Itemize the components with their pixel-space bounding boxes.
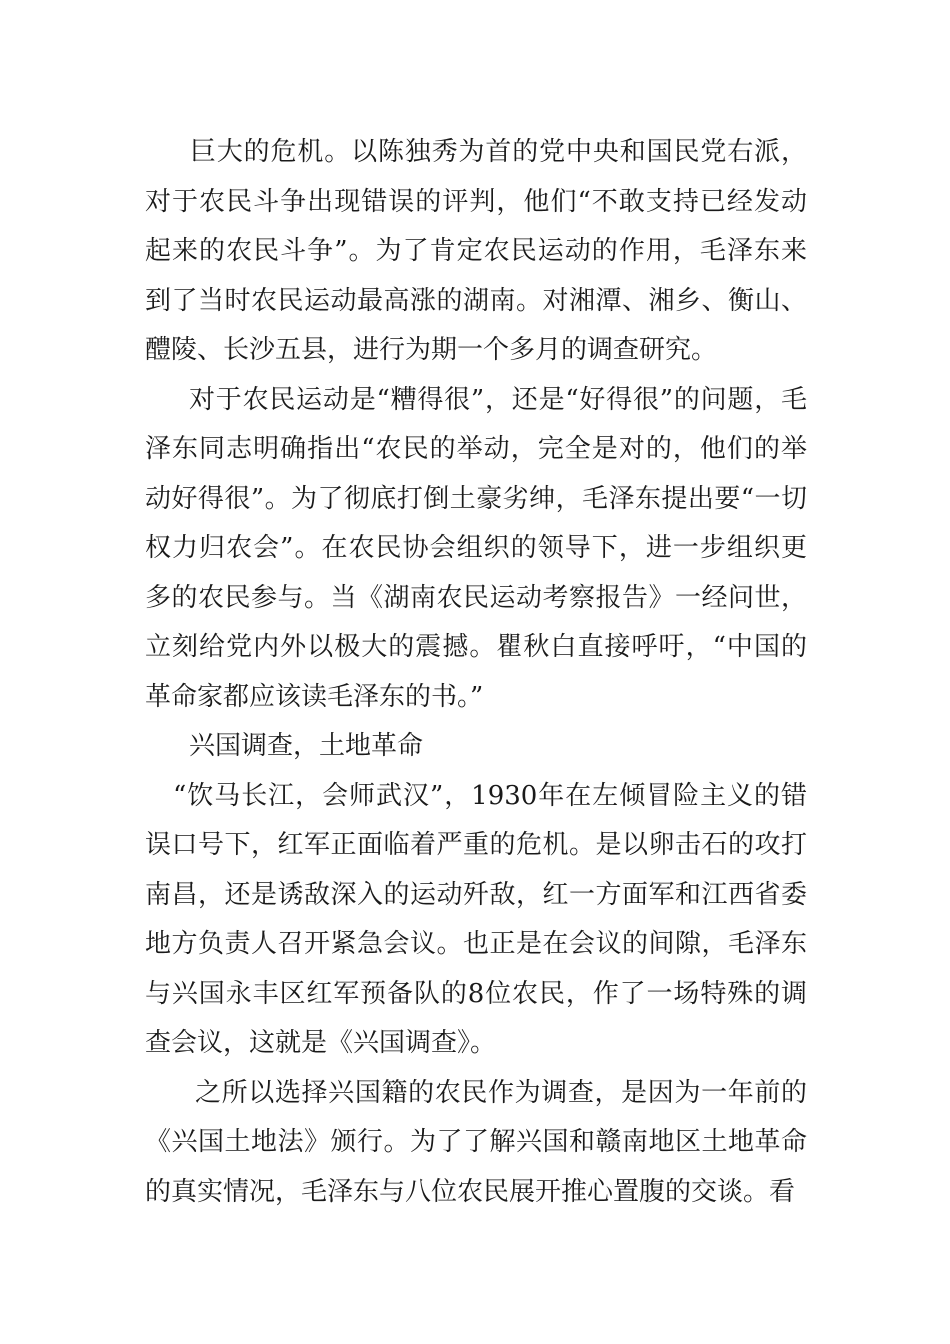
paragraph-text: “饮马长江，会师武汉”，1930年在左倾冒险主义的错误口号下，红军正面临着严重的危机。是以卵击石的攻打南昌，还是诱敌深入的运动歼敌，红一方面军和江西省委地方负责人召开紧急会议。也正是在会议的间隙，毛泽东与兴国永丰区红军预备队的8位农民，作了一场特殊的调查会议，这就是《兴国调查》。 — [145, 780, 807, 1058]
document-body — [145, 128, 807, 1217]
paragraph-text: 巨大的危机。以陈独秀为首的党中央和国民党右派，对于农民斗争出现错误的评判，他们“不敢支持已经发动起来的农民斗争”。为了肯定农民运动的作用，毛泽东来到了当时农民运动最高涨的湖南。对湘潭、湘乡、衡山、醴陵、长沙五县，进行为期一个多月的调查研究。 — [145, 137, 807, 365]
section-heading — [145, 722, 807, 772]
paragraph-text: 对于农民运动是“糟得很”，还是“好得很”的问题，毛泽东同志明确指出“农民的举动，完全是对的，他们的举动好得很”。为了彻底打倒土豪劣绅，毛泽东提出要“一切权力归农会”。在农民协会组织的领导下，进一步组织更多的农民参与。当《湖南农民运动考察报告》一经问世，立刻给党内外以极大的震撼。瞿秋白直接呼吁，“中国的革命家都应该读毛泽东的书。” — [145, 384, 807, 712]
heading-text: 兴国调查，土地革命 — [189, 731, 424, 761]
paragraph-text: 之所以选择兴国籍的农民作为调查，是因为一年前的《兴国土地法》颁行。为了了解兴国和赣南地区土地革命的真实情况，毛泽东与八位农民展开推心置腹的交谈。看 — [145, 1077, 807, 1207]
paragraph-xingguo-survey — [145, 772, 807, 1069]
paragraph-crisis-continuation — [145, 128, 807, 376]
paragraph-peasant-movement — [145, 376, 807, 723]
paragraph-land-law — [145, 1069, 807, 1218]
